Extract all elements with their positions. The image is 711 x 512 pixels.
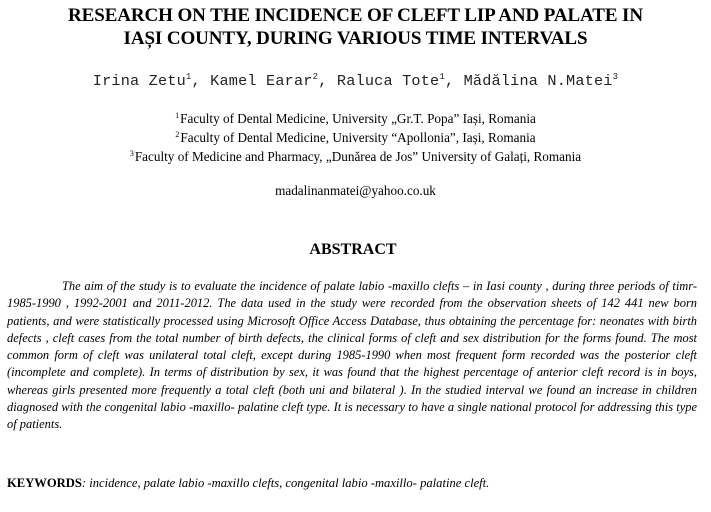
affiliation-marker: 2 [175, 130, 180, 139]
paper-title [0, 4, 711, 50]
keywords-line [7, 476, 707, 491]
affiliation-text: Faculty of Medicine and Pharmacy, „Dunărea de Jos” University of Galați, Romania [134, 149, 582, 164]
author-name: Irina Zetu [92, 72, 186, 90]
author-affiliation-marker: 2 [312, 72, 319, 82]
keywords-label: KEYWORDS [7, 476, 82, 490]
affiliation-marker: 1 [175, 111, 180, 120]
affiliation-2 [0, 129, 711, 147]
affiliation-3 [0, 148, 711, 166]
title-line-2: IAȘI COUNTY, DURING VARIOUS TIME INTERVALS [123, 28, 588, 49]
author-affiliation-marker: 3 [612, 72, 619, 82]
author-list [0, 72, 711, 90]
affiliation-text: Faculty of Dental Medicine, University „Gr.T. Popa” Iași, Romania [180, 111, 536, 126]
author-affiliation-marker: 1 [439, 72, 445, 82]
author-name: Kamel Earar [210, 72, 313, 90]
abstract-body: The aim of the study is to evaluate the incidence of palate labio -maxillo clefts – in Iasi county , during three periods of timr-1985-1990 , 1992-2001 and 2011-2012. The data used in the study were recorded from the observation sheets of 142 441 new born patients, and were statistically processed using Microsoft Office Access Database, thus obtaining the percentage for: neonates with birth defects , cleft cases from the total number of birth defects, the clinical forms of cleft and sex distribution for the forms found. The most common form of cleft was unilateral total cleft, except during 1985-1990 when most frequent form recorded was the posterior cleft (incomplete and complete). In terms of distribution by sex, it was found that the highest percentage of anterior cleft record is in boys, whereas girls presented more frequently a total cleft (both uni and bilateral ). In the studied interval we found an increase in children diagnosed with the congenital labio -maxillo- palatine cleft type. It is necessary to have a single national protocol for addressing this type of patients. [7, 279, 697, 432]
affiliation-1 [0, 110, 711, 128]
author-separator: , [444, 72, 464, 90]
affiliation-text: Faculty of Dental Medicine, University “Apollonia”, Iași, Romania [180, 130, 536, 145]
affiliation-marker: 3 [129, 149, 134, 158]
title-line-1: RESEARCH ON THE INCIDENCE OF CLEFT LIP AND PALATE IN [68, 5, 643, 26]
author-separator: , [191, 72, 211, 90]
author-name: Raluca Tote [336, 72, 440, 90]
abstract-heading: ABSTRACT [309, 241, 397, 258]
author-name: Mădălina N.Matei [463, 72, 613, 90]
contact-email[interactable]: madalinanmatei@yahoo.co.uk [275, 183, 436, 198]
author-separator: , [318, 72, 337, 90]
keywords-text: : incidence, palate labio -maxillo clefts, congenital labio -maxillo- palatine cleft. [81, 476, 490, 490]
author-affiliation-marker: 1 [185, 72, 192, 82]
